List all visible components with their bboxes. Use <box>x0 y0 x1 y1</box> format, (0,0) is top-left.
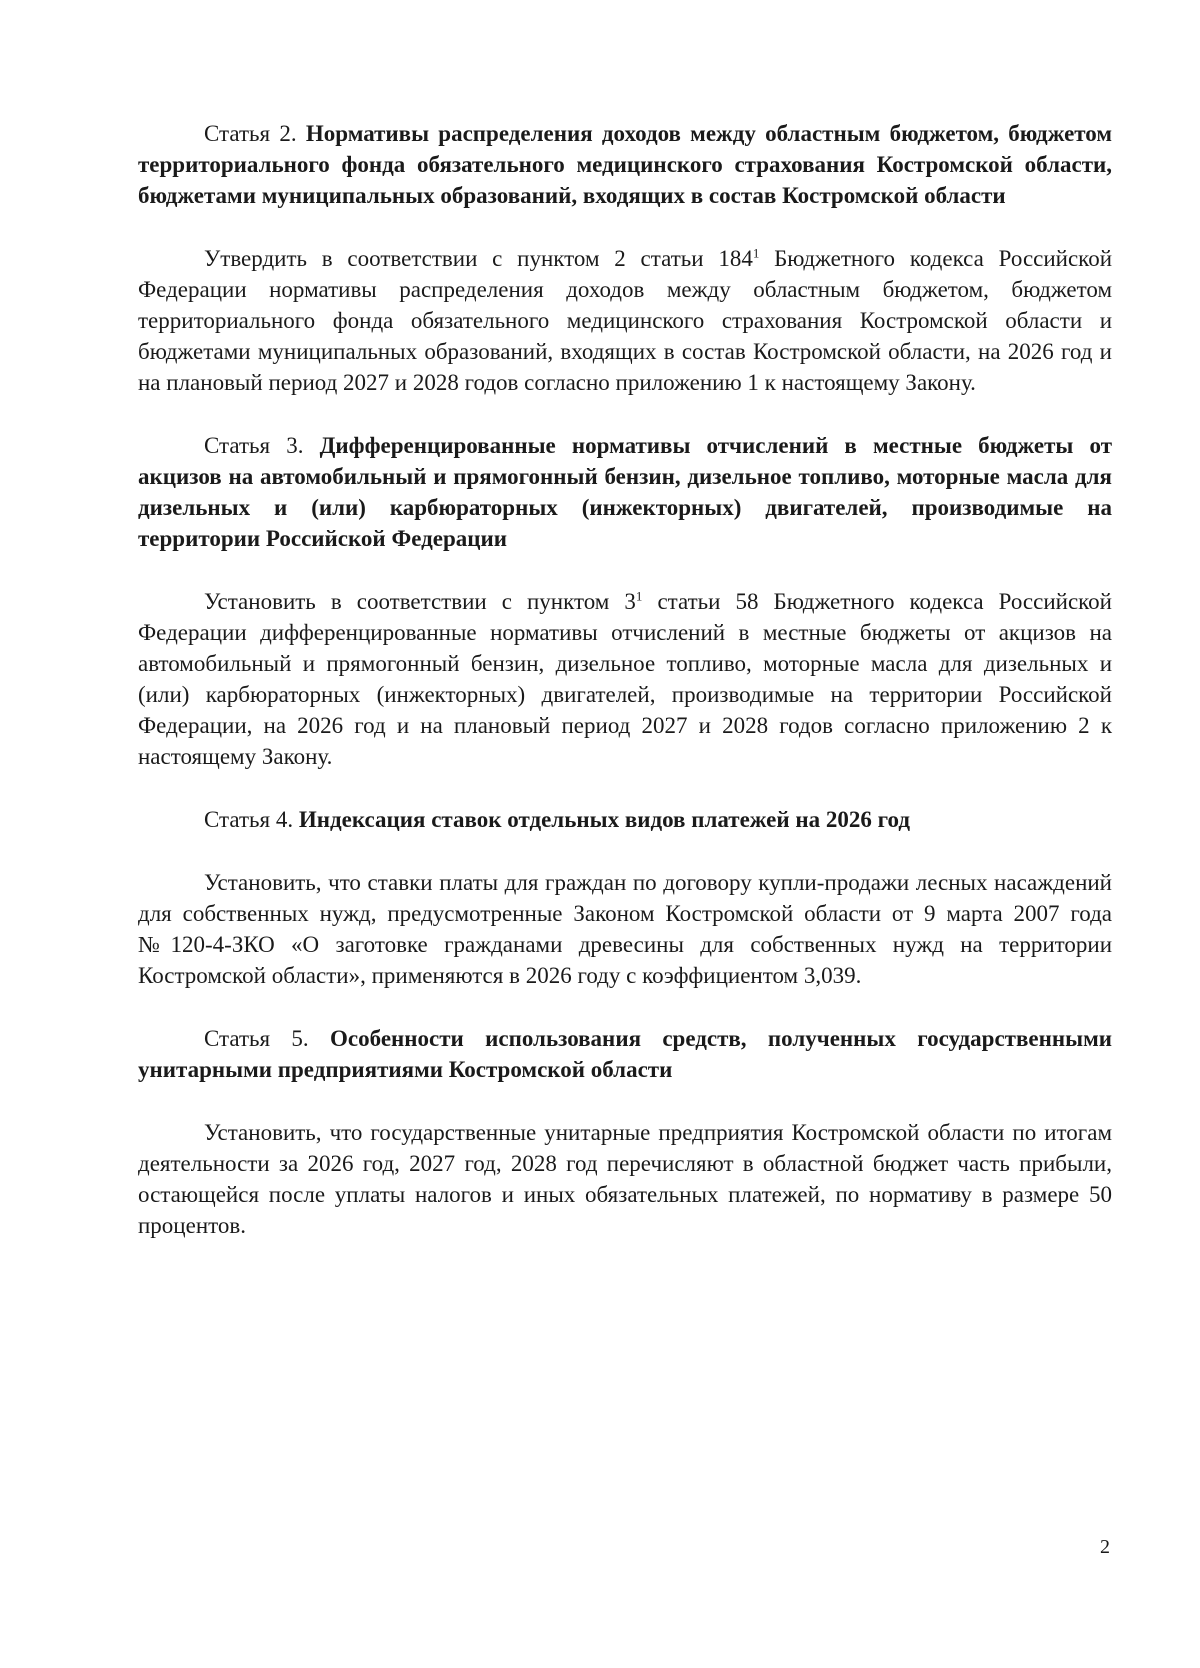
article-3-superscript: 1 <box>635 588 643 604</box>
article-2-text-part1: Утвердить в соответствии с пунктом 2 статьи 184 <box>204 246 753 271</box>
page-number: 2 <box>1100 1536 1110 1558</box>
article-3-text <box>138 586 1112 772</box>
article-4-number: Статья 4. <box>204 807 294 832</box>
article-2-title: Нормативы распределения доходов между областным бюджетом, бюджетом территориального фонда обязательного медицинского страхования Костромской области, бюджетами муниципальных образований, входящих в состав Костромской области <box>138 121 1112 208</box>
article-2-text-part2: Бюджетного кодекса Российской Федерации нормативы распределения доходов между областным бюджетом, бюджетом территориального фонда обязательного медицинского страхования Костромской области и бюджетами муниципальных образований, входящих в состав Костромской области, на 2026 год и на плановый период 2027 и 2028 годов согласно приложению 1 к настоящему Закону. <box>138 246 1112 395</box>
article-5-number: Статья 5. <box>204 1026 309 1051</box>
article-5 <box>138 1023 1112 1241</box>
document-content <box>138 118 1112 1241</box>
article-5-title: Особенности использования средств, полученных государственными унитарными предприятиями Костромской области <box>138 1026 1112 1082</box>
article-3 <box>138 430 1112 772</box>
article-5-text: Установить, что государственные унитарные предприятия Костромской области по итогам деятельности за 2026 год, 2027 год, 2028 год перечисляют в областной бюджет часть прибыли, остающейся после уплаты налогов и иных обязательных платежей, по нормативу в размере 50 процентов. <box>138 1120 1112 1238</box>
article-4-heading <box>138 804 1112 835</box>
article-3-text-part2: статьи 58 Бюджетного кодекса Российской Федерации дифференцированные нормативы отчислений в местные бюджеты от акцизов на автомобильный и прямогонный бензин, дизельное топливо, моторные масла для дизельных и (или) карбюраторных (инжекторных) двигателей, производимые на территории Российской Федерации, на 2026 год и на плановый период 2027 и 2028 годов согласно приложению 2 к настоящему Закону. <box>138 589 1112 769</box>
article-2-text <box>138 243 1112 398</box>
article-3-text-part1: Установить в соответствии с пунктом 3 <box>204 589 636 614</box>
article-2-superscript: 1 <box>752 245 760 261</box>
article-4-title: Индексация ставок отдельных видов платежей на 2026 год <box>298 807 910 832</box>
article-3-number: Статья 3. <box>204 433 304 458</box>
article-3-title: Дифференцированные нормативы отчислений в местные бюджеты от акцизов на автомобильный и прямогонный бензин, дизельное топливо, моторные масла для дизельных и (или) карбюраторных (инжекторных) двигателей, производимые на территории Российской Федерации <box>138 433 1113 551</box>
article-4-text: Установить, что ставки платы для граждан по договору купли-продажи лесных насаждений для собственных нужд, предусмотренные Законом Костромской области от 9 марта 2007 года №120-4-ЗКО «О заготовке гражданами древесины для собственных нужд на территории Костромской области», применяются в 2026 году с коэффициентом 3,039. <box>138 870 1112 988</box>
article-4 <box>138 804 1112 991</box>
article-2-number: Статья 2. <box>204 121 297 146</box>
article-2-heading <box>138 118 1112 211</box>
article-3-heading <box>138 430 1112 554</box>
article-5-heading <box>138 1023 1112 1085</box>
article-2 <box>138 118 1112 398</box>
